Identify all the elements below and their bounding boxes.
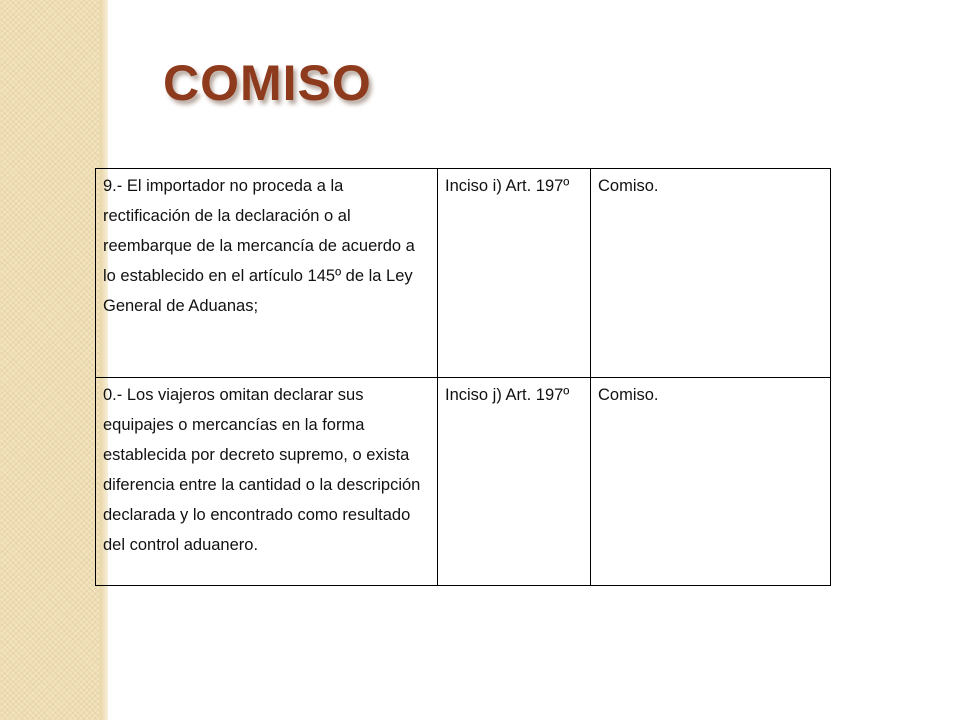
sanction-cell: Comiso. [591,169,831,378]
sanctions-table-container [95,168,830,586]
sanctions-table [95,168,831,586]
table-row [96,169,831,378]
decorative-side-band [0,0,100,720]
slide-title: COMISO [163,55,372,111]
sanction-cell: Comiso. [591,378,831,586]
infraction-cell: 9.- El importador no proceda a la rectificación de la declaración o al reembarque de la mercancía de acuerdo a lo establecido en el artículo 145º de la Ley General de Aduanas; [96,169,438,378]
table-row [96,378,831,586]
legal-basis-cell: Inciso i) Art. 197º [438,169,591,378]
legal-basis-cell: Inciso j) Art. 197º [438,378,591,586]
infraction-cell: 0.- Los viajeros omitan declarar sus equipajes o mercancías en la forma establecida por decreto supremo, o exista diferencia entre la cantidad o la descripción declarada y lo encontrado como resultado del control aduanero. [96,378,438,586]
